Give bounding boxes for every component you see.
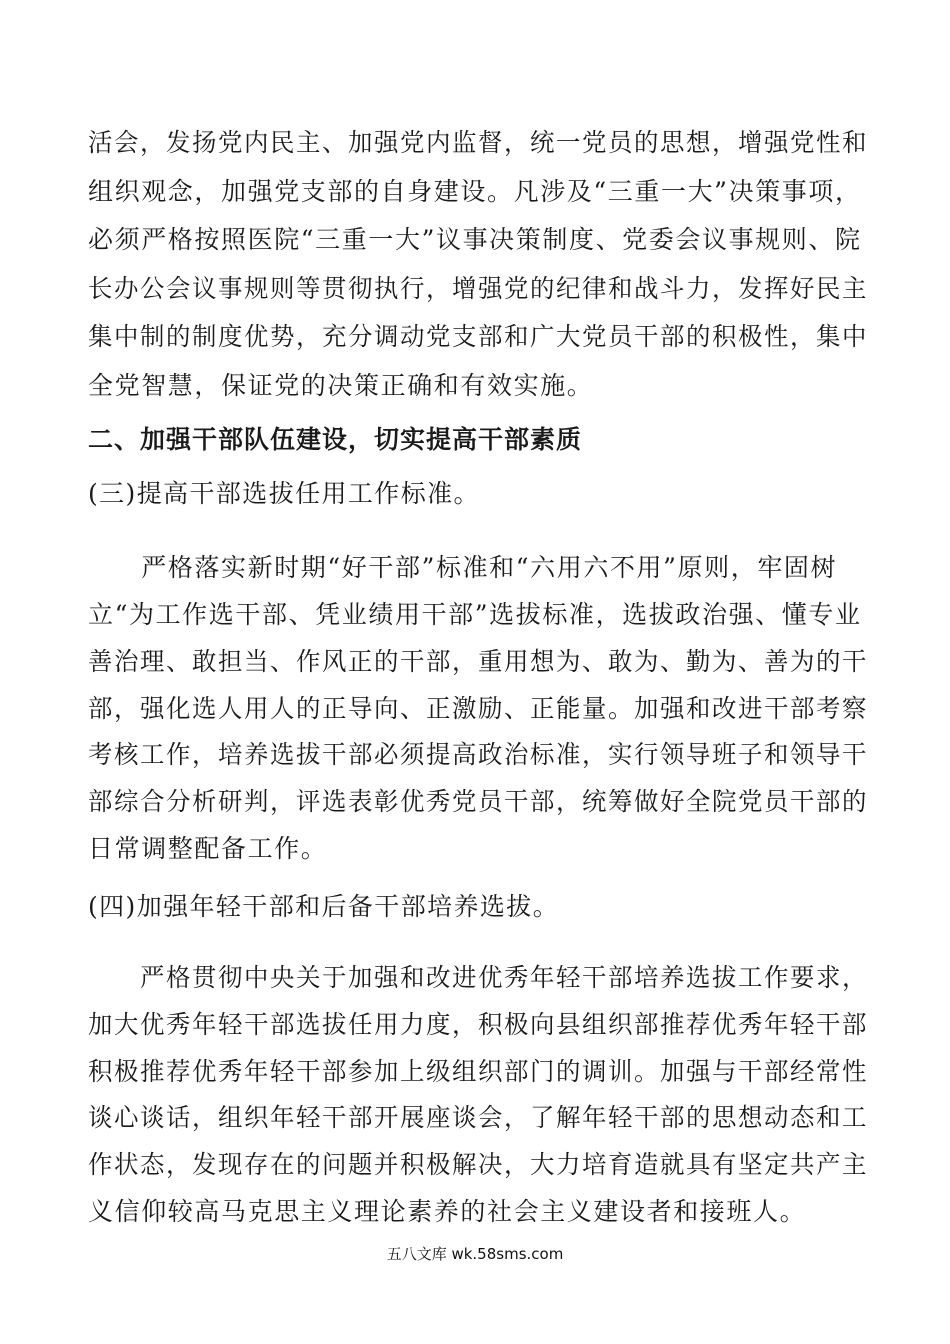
paragraph-line: 义信仰较高马克思主义理论素养的社会主义建设者和接班人。 bbox=[88, 1197, 807, 1226]
paragraph-line: 日常调整配备工作。 bbox=[88, 834, 328, 863]
paragraph-line: 严格落实新时期“好干部”标准和“六用六不用”原则，牢固树 bbox=[88, 553, 838, 582]
paragraph-line: 部，强化选人用人的正导向、正激励、正能量。加强和改进干部考察 bbox=[88, 694, 868, 723]
paragraph-line: 积极推荐优秀年轻干部参加上级组织部门的调训。加强与干部经常性 bbox=[88, 1057, 868, 1086]
paragraph-line: 活会，发扬党内民主、加强党内监督，统一党员的思想，增强党性和 bbox=[88, 128, 868, 157]
subsection-title: (四)加强年轻干部和后备干部培养选拔。 bbox=[88, 892, 560, 921]
paragraph-line: 作状态，发现存在的问题并积极解决，大力培育造就具有坚定共产主 bbox=[88, 1150, 868, 1179]
paragraph-line: 加大优秀年轻干部选拔任用力度，积极向县组织部推荐优秀年轻干部 bbox=[88, 1010, 868, 1039]
paragraph-line: 组织观念，加强党支部的自身建设。凡涉及“三重一大”决策事项， bbox=[88, 177, 862, 206]
paragraph-line: 全党智慧，保证党的决策正确和有效实施。 bbox=[88, 371, 594, 400]
paragraph-line: 部综合分析研判，评选表彰优秀党员干部，统筹做好全院党员干部的 bbox=[88, 787, 868, 816]
paragraph-line: 考核工作，培养选拔干部必须提高政治标准，实行领导班子和领导干 bbox=[88, 740, 868, 769]
section-heading: 二、加强干部队伍建设，切实提高干部素质 bbox=[88, 425, 583, 454]
paragraph-line: 集中制的制度优势，充分调动党支部和广大党员干部的积极性，集中 bbox=[88, 322, 868, 351]
paragraph-line: 谈心谈话，组织年轻干部开展座谈会，了解年轻干部的思想动态和工 bbox=[88, 1103, 868, 1132]
footer-watermark: 五八文库 wk.58sms.com bbox=[386, 1245, 564, 1263]
paragraph-line: 长办公会议事规则等贯彻执行，增强党的纪律和战斗力，发挥好民主 bbox=[88, 274, 868, 303]
paragraph-line: 善治理、敢担当、作风正的干部，重用想为、敢为、勤为、善为的干 bbox=[88, 647, 868, 676]
paragraph-line: 严格贯彻中央关于加强和改进优秀年轻干部培养选拔工作要求， bbox=[88, 963, 868, 992]
subsection-title: (三)提高干部选拔任用工作标准。 bbox=[88, 479, 480, 508]
paragraph-line: 必须严格按照医院“三重一大”议事决策制度、党委会议事规则、院 bbox=[88, 225, 862, 254]
paragraph-line: 立“为工作选干部、凭业绩用干部”选拔标准，选拔政治强、懂专业 bbox=[88, 600, 862, 629]
